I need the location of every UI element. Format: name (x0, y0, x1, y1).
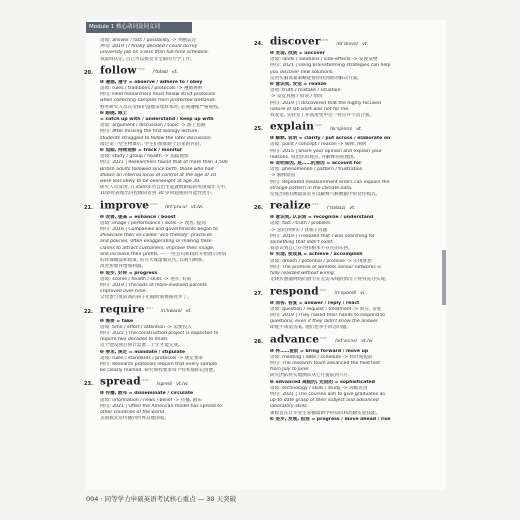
text-line: 美国模式常传播到世界其他国家。 (100, 416, 169, 422)
phonetic: /ɪmˈpruːv/ (164, 205, 188, 211)
text-line: ❶ 将……提前 = bring forward / move up (270, 348, 369, 354)
phonetic: /rɪˈspɒnd/ (334, 291, 357, 297)
text-line: 例句: 2021 | The courses aim to give graduates an (270, 391, 386, 397)
text-line: students struggled to follow the later discussion. (100, 135, 213, 141)
word-entry (254, 120, 442, 198)
left-column (84, 38, 272, 426)
text-line: 即使不知道答案, 他们也举手回答问题。 (270, 325, 352, 331)
phonetic: /ˈfɒləʊ/ (152, 70, 169, 76)
entry-number: 21. (84, 204, 93, 211)
headword: realize (270, 199, 312, 212)
text-line: 反复出现的测量误差可以解释气候数据中的奇怪模式。 (270, 192, 381, 198)
entry-headline (84, 64, 272, 80)
part-of-speech: vt. (349, 205, 356, 211)
headword: advance (270, 333, 320, 346)
entry-headline (254, 35, 442, 51)
text-line: from July to June. (270, 367, 310, 373)
frequency-mark: ⁽¹¹³⁾ (312, 202, 319, 208)
text-line: 语境: answer / fact / possibility -> 判断认定 (100, 38, 197, 43)
text-line: improved over time. (100, 289, 147, 295)
frequency-mark: ⁽¹¹²⁾ (319, 287, 327, 293)
text-line: 例句: 2019 | I realized that I was searching for (270, 233, 375, 239)
headword: require (100, 303, 145, 316)
text-line: and increase their profits. — 一些公司和政府开始展示所谓 (100, 251, 227, 257)
text-line: 语境: study / group / health -> 追踪观察 (100, 154, 189, 160)
text-line: -> 意识到事实 / 真相 / 问题 (270, 227, 328, 233)
text-line: questions, even if they didn't know the answer. (270, 319, 379, 325)
text-line: 例句: 2019 | The kids of more-involved parents (100, 282, 207, 288)
phonetic: /dɪˈskʌvə/ (336, 41, 359, 47)
text-line: ❶ 改善, 提高 = enhance / boost (100, 214, 176, 220)
word-entry (254, 199, 442, 283)
text-line: 无线传感器网络的潜力在无需布线的情况下得到充分实现。 (270, 277, 390, 283)
frequency-mark: ⁽¹¹⁶⁾ (315, 123, 322, 129)
text-line: other countries of the world. (100, 409, 166, 415)
phonetic: /ˈrɪəlaɪz/ (326, 205, 346, 211)
right-column (254, 35, 442, 427)
text-line: 语境: question / request / treatment -> 回应, 答复 (270, 306, 382, 312)
text-line: ❸ 进步, 发展, 前进 = progress / move ahead / rise (270, 416, 391, 422)
text-line: 例句: 2021 | Using brainstorming strategies can help (270, 63, 391, 69)
page-footer: 004 · 同等学力申硕英语考试核心重点 — 30 天突破 (86, 495, 237, 503)
part-of-speech: vt. (185, 309, 192, 315)
text-line: 错过第一堂生物课后, 学生们很难跟上后来的讨论。 (100, 141, 204, 147)
text-line: 例句: Research protocols require that every sample (100, 361, 218, 367)
frequency-mark: ⁽¹²³⁾ (150, 201, 157, 207)
text-line: university job on a less than full-time schedule. (100, 50, 209, 56)
text-line: 这个建设项目预计需要二十年才能完成。 (100, 343, 183, 349)
text-line: and policies, often exaggerating or making false (100, 239, 212, 245)
headword: improve (100, 199, 150, 212)
text-line: -> 发觉真相 / 错误 / 情况 (270, 94, 323, 100)
part-of-speech: vt./vi. (191, 205, 204, 211)
module-header: Module 1 核心动词及同义词 (86, 22, 192, 33)
text-line: 例句: 2019 | I discovered that the highly focused (270, 100, 381, 106)
text-line: showcase their so-called "eco-friendly" practices (100, 233, 212, 239)
entry-number: 23. (84, 381, 93, 388)
headword: discover (270, 35, 321, 48)
entry-number: 27. (254, 290, 263, 297)
text-line: ❶ 回答, 答复 = answer / reply / react (270, 300, 360, 306)
text-line: 改善形象并增加利润。 (100, 264, 146, 270)
part-of-speech: vt./vi. (176, 381, 189, 387)
headword: follow (100, 64, 137, 77)
text-line: shown an internal locus of control at the age of 10 (100, 172, 217, 178)
text-line: ❶ 意识到, 认识到 = recognize / understand (270, 215, 374, 221)
text-line: 语境: image / performance / skills -> 改善, 提高 (100, 220, 206, 226)
text-line: = catch up with / understand / keep up with (100, 117, 214, 123)
text-line: 语境: scores / health / skills -> 进步, 好转 (100, 276, 192, 282)
text-line: require two decades to finish. (100, 337, 169, 343)
entry-headline (254, 333, 442, 349)
text-line: 野外研究人员在受保护湿地采集样本时, 必须遵循严格规程。 (100, 104, 223, 110)
entry-headline (254, 285, 442, 301)
frequency-mark: ⁽¹²¹⁾ (145, 305, 153, 311)
text-line: ❷ 要求, 规定 = mandate / stipulate (100, 349, 186, 355)
text-line: 语境: truth / mistake / situation (270, 88, 341, 94)
text-line: 例句: After missing the first biology lecture, (100, 129, 199, 135)
entry-headline (254, 199, 442, 215)
text-line: 例句: 2016 | Companies and governments began to (100, 227, 218, 233)
text-line: strange pattern in the climate data. (270, 185, 353, 191)
phonetic: /ədˈvɑːns/ (334, 339, 358, 345)
entry-headline (84, 375, 272, 391)
text-line: 的环保做法和政策, 常夸大或虚假宣传, 以吸引顾客、 (100, 258, 207, 264)
entry-number: 25. (254, 126, 263, 133)
text-line: 例句: Field researchers must follow strict protocols (100, 92, 216, 98)
entry-number: 20. (84, 69, 93, 76)
word-entry (254, 333, 442, 423)
text-line: you discover new solutions. (270, 69, 334, 75)
text-line: reasons. 说出你的观点, 并解释你的理由。 (270, 154, 359, 160)
text-line: ❷ 说明原因, 是……的原因 = account for (270, 161, 362, 167)
text-line: ❶ 发现, 找到 = uncover (270, 51, 326, 56)
headword: spread (100, 375, 141, 388)
phonetic: /ɪkˈspleɪn/ (329, 126, 353, 132)
word-entry (84, 303, 272, 375)
phonetic: /rɪˈkwaɪə/ (160, 309, 182, 315)
text-line: 课程旨在让毕业生掌握最新学科知识和高级实验技能。 (270, 410, 381, 416)
text-line: 研究团队将实地测试从七月提前到六月。 (270, 373, 353, 379)
text-line: be clearly marked. 研究规程要求每个样本都标记清楚。 (100, 368, 218, 374)
text-line: 语境: technology / skills / study -> 高级先进 (270, 385, 368, 391)
text-line: 语境: phenomenon / pattern / frustration (270, 167, 363, 173)
frequency-mark: ⁽¹¹⁰⁾ (320, 335, 327, 341)
frequency-mark: ⁽¹²⁸⁾ (137, 66, 145, 72)
text-line: 语境: fact / truth / problem (270, 221, 331, 227)
entry-number: 26. (254, 205, 263, 212)
entry-number: 22. (84, 308, 93, 315)
text-line: -> 解释原因 (270, 173, 296, 179)
entry-headline (84, 303, 272, 319)
text-line: 语境: information / news / belief -> 传播, 散布 (100, 397, 202, 403)
part-of-speech: vt. (172, 70, 178, 76)
text-line: 语境: lands / solutions / side-effects -> 发现某物 (270, 57, 378, 63)
entry-headline (254, 120, 442, 136)
text-line: ❷ 意识到, 发觉 = realize (270, 82, 327, 88)
frequency-mark: ⁽¹¹⁸⁾ (321, 38, 329, 43)
text-line: 研究人员发现, 在3500多名自出生起就被跟踪的英国成年人中, (100, 185, 227, 191)
text-line: claims to attract customers, improve their image, (100, 245, 215, 251)
text-line: 语境: rules / traditions / protocols -> 遵循规则 (100, 86, 203, 92)
text-line: 例句: 2019 | I finally decided I could do my (100, 44, 198, 50)
part-of-speech: vi. (360, 291, 366, 297)
entry-number: 24. (254, 41, 263, 47)
text-line: ❸ 追踪, 持续观察 = track / monitor (100, 148, 183, 154)
phonetic: /spred/ (156, 381, 173, 387)
text-line: 语境: rules / standards / protocols -> 规定要求 (100, 355, 204, 361)
text-line: 我最终认定, 自己可以接受非全职的大学工作。 (100, 56, 195, 62)
text-line: 语境: time / effort / attention -> 需要投入 (100, 324, 192, 330)
text-line: 运用头脑风暴策略能帮你找到新的解决方案。 (270, 75, 362, 81)
text-line: were less likely to be overweight at age 30. (100, 179, 201, 185)
text-line: ❷ 跟随, 跟上 (100, 110, 128, 116)
text-line: ❶ 需要 = take (100, 318, 134, 324)
text-line: ❷ 进步, 好转 = progress (100, 270, 158, 276)
text-line: 例句: 2021 | Researchers found that of more than 3,500 (100, 160, 228, 166)
page-edge-tab (442, 250, 446, 305)
text-line: something that didn't exist. (270, 240, 334, 246)
part-of-speech: vt./vi. (361, 339, 374, 345)
text-line: ❶ 遵循, 遵守 = observe / adhere to / obey (100, 79, 203, 85)
text-line: 语境: meeting / date / schedule -> 将时间提前 (270, 354, 373, 360)
word-entry (254, 285, 442, 332)
text-line: British adults followed since birth, those who had (100, 166, 214, 172)
text-line: 例句: The promise of wireless sensor networks is (270, 264, 381, 270)
text-line: fully realized without wiring. (270, 271, 336, 277)
text-line: ❶ 解释, 说明 = clarify / put across / elaborate on (270, 136, 391, 142)
part-of-speech: vt. (362, 41, 369, 47)
text-line: 例句: 2015 | Share your opinion and explain your (270, 148, 382, 154)
text-line: laboratory skills. (270, 404, 308, 410)
frequency-mark: ⁽¹²⁰⁾ (141, 378, 149, 384)
text-line: 语境: dream / potential / promise -> 实现梦想 (270, 258, 372, 264)
text-line: 父母参与度较高的孩子们随时间推移进步了。 (100, 295, 192, 301)
text-line: 例句: Repeated measurement errors can explain the (270, 179, 390, 185)
headword: explain (270, 120, 315, 133)
text-line: 例句: The research team advanced the field test (270, 360, 381, 366)
text-line: ❶ 传播, 散布 = disseminate / circulate (100, 391, 194, 397)
word-entry (84, 64, 272, 198)
text-line: up-to-date grasp of their subject and advanced (270, 398, 379, 404)
text-line: 语境: point / concept / reason -> 解释, 阐明 (270, 142, 367, 148)
text-line: ❷ advanced 高级的; 先进的 = sophisticated (270, 379, 375, 385)
intro-block (100, 38, 272, 63)
word-entry (84, 375, 272, 422)
text-line: when collecting samples from protected wetlands. (100, 98, 217, 104)
text-line: 我意识到自己在寻找根本不存在的东西。 (270, 246, 353, 252)
text-line: ❷ 实现, 使成真 = achieve / accomplish (270, 252, 363, 258)
text-line: 语境: argument / discussion / topic -> 跟上思路 (100, 123, 206, 129)
text-line: 例句: 2022 | The construction project is expected to (100, 330, 219, 336)
text-line: 例句: 2019 | They raised their hands to respond to (270, 312, 385, 318)
entry-number: 28. (254, 338, 263, 345)
text-line: nature of lab work was not for me. (270, 106, 350, 112)
word-entry (84, 199, 272, 302)
headword: respond (270, 285, 319, 298)
word-entry (254, 35, 442, 119)
text-line: 10岁时表现出内控倾向者到 30 岁时超重的可能性更小。 (100, 191, 216, 197)
part-of-speech: vt. (356, 126, 363, 132)
text-line: 例句: 2021 | Often the American model has spread to (100, 403, 222, 409)
text-line: 我发觉, 实验室工作高度集中这一特点并不适合我。 (270, 113, 374, 119)
entry-headline (84, 199, 272, 215)
